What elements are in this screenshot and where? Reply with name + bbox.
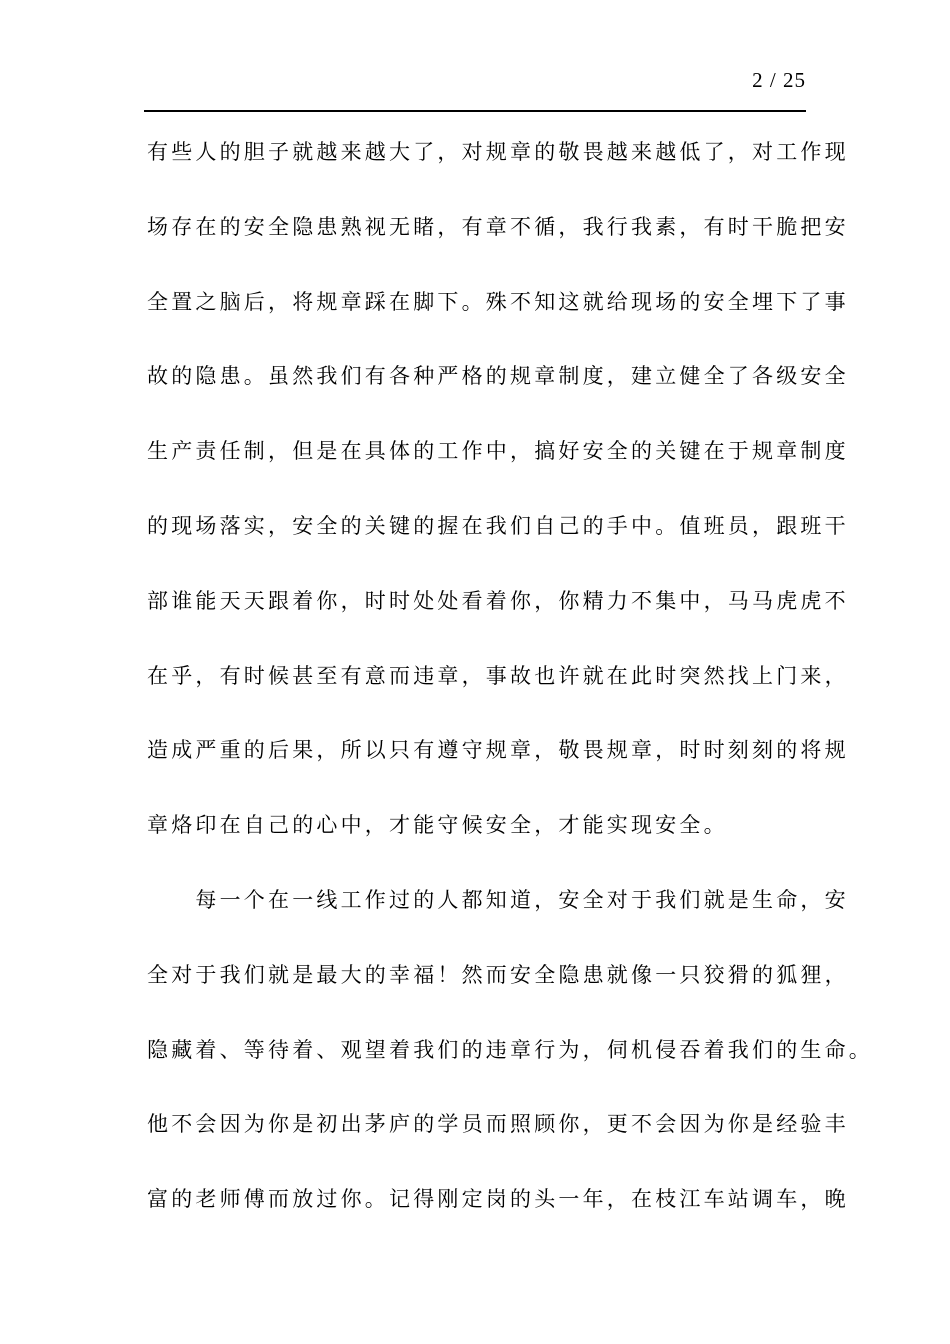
text-line: 有些人的胆子就越来越大了，对规章的敬畏越来越低了，对工作现 bbox=[147, 140, 849, 164]
text-line: 每一个在一线工作过的人都知道，安全对于我们就是生命，安 bbox=[147, 887, 849, 912]
text-line: 全置之脑后，将规章踩在脚下。殊不知这就给现场的安全埋下了事 bbox=[147, 289, 849, 314]
text-line: 富的老师傅而放过你。记得刚定岗的头一年，在枝江车站调车，晚 bbox=[147, 1187, 849, 1212]
text-line: 部谁能天天跟着你，时时处处看着你，你精力不集中，马马虎虎不 bbox=[147, 588, 849, 613]
text-line: 他不会因为你是初出茅庐的学员而照顾你，更不会因为你是经验丰 bbox=[147, 1112, 849, 1137]
text-line: 场存在的安全隐患熟视无睹，有章不循，我行我素，有时干脆把安 bbox=[147, 214, 849, 239]
text-line: 章烙印在自己的心中，才能守候安全，才能实现安全。 bbox=[147, 813, 728, 838]
text-line: 全对于我们就是最大的幸福！然而安全隐患就像一只狡猾的狐狸， bbox=[147, 962, 849, 987]
header-rule bbox=[144, 110, 806, 112]
body-text bbox=[147, 134, 873, 1256]
text-line: 生产责任制，但是在具体的工作中，搞好安全的关键在于规章制度 bbox=[147, 439, 849, 464]
text-line: 在乎，有时候甚至有意而违章，事故也许就在此时突然找上门来， bbox=[147, 663, 849, 688]
text-line: 造成严重的后果，所以只有遵守规章，敬畏规章，时时刻刻的将规 bbox=[147, 738, 849, 763]
text-line: 的现场落实，安全的关键的握在我们自己的手中。值班员，跟班干 bbox=[147, 513, 849, 538]
text-line: 隐藏着、等待着、观望着我们的违章行为，伺机侵吞着我们的生命。 bbox=[147, 1037, 873, 1062]
page-number: 2 / 25 bbox=[752, 68, 806, 92]
text-line: 故的隐患。虽然我们有各种严格的规章制度，建立健全了各级安全 bbox=[147, 364, 849, 389]
